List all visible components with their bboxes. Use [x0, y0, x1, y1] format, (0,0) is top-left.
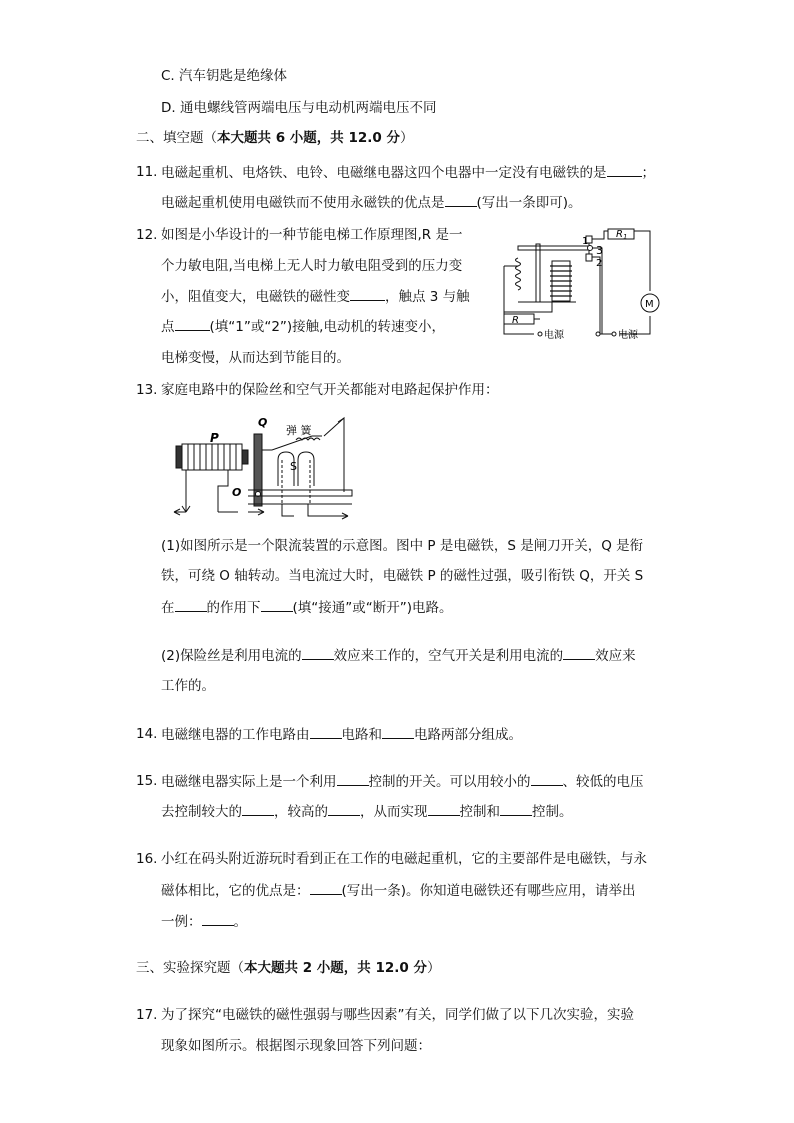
question-17-line-1: 为了探究“电磁铁的磁性强弱与哪些因素”有关，同学们做了以下几次实验，实验	[161, 1007, 634, 1023]
current-limiter-figure	[168, 412, 360, 520]
section-heading-experiment	[136, 958, 441, 978]
question-12-line-3	[161, 286, 470, 307]
section-heading-suffix: ）	[427, 960, 441, 976]
section-heading-fill-in	[136, 128, 414, 148]
question-11-line-1	[161, 162, 655, 183]
question-text: 控制的开关。可以用较小的	[368, 774, 531, 790]
question-text: (填“接通”或“断开”)电路。	[292, 600, 453, 616]
question-text: 。	[233, 914, 247, 930]
answer-blank[interactable]	[202, 911, 234, 926]
power-label: 电源	[618, 330, 638, 341]
answer-blank[interactable]	[607, 162, 642, 177]
question-11-line-2	[161, 192, 582, 213]
question-text: 电磁继电器实际上是一个利用	[161, 774, 337, 790]
question-13-part1-line-1: (1)如图所示是一个限流装置的示意图。图中 P 是电磁铁，S 是闸刀开关，Q 是衔	[161, 538, 644, 554]
answer-blank[interactable]	[328, 801, 360, 816]
contact-label: 1	[582, 236, 589, 247]
question-number: 15.	[136, 773, 158, 789]
question-text: (写出一条)。你知道电磁铁还有哪些应用，请举出	[341, 883, 636, 899]
motor-label: M	[645, 299, 654, 310]
question-number: 11.	[136, 164, 158, 180]
question-14-line-1	[161, 724, 522, 745]
switch-s-label: S	[290, 460, 297, 473]
question-text: ，从而实现	[360, 804, 428, 820]
answer-blank[interactable]	[175, 316, 210, 331]
question-number: 12.	[136, 227, 158, 243]
question-12-line-4	[161, 316, 445, 337]
question-text: 点	[161, 319, 175, 335]
question-text: 磁体相比，它的优点是：	[161, 883, 310, 899]
section-heading-prefix: 二、填空题（	[136, 130, 217, 146]
question-12-line-1: 如图是小华设计的一种节能电梯工作原理图,R 是一	[161, 227, 463, 243]
question-number: 13.	[136, 382, 158, 398]
option-c: C. 汽车钥匙是绝缘体	[161, 68, 288, 84]
spring-label: 弹 簧	[286, 424, 312, 437]
answer-blank[interactable]	[531, 771, 563, 786]
question-text: 电磁起重机使用电磁铁而不使用永磁铁的优点是	[161, 195, 445, 211]
resistor-r1-label: $R_1$	[616, 229, 628, 241]
electromagnet-p-label: P	[210, 431, 219, 445]
section-heading-detail: 本大题共 2 小题，共 12.0 分	[244, 960, 428, 976]
question-number: 17.	[136, 1007, 158, 1023]
section-heading-prefix: 三、实验探究题（	[136, 960, 244, 976]
question-text: 控制和	[459, 804, 500, 820]
answer-blank[interactable]	[428, 801, 460, 816]
question-13-part2-line-2: 工作的。	[161, 678, 215, 694]
question-12-line-5: 电梯变慢，从而达到节能目的。	[161, 350, 350, 366]
question-text: 电路两部分组成。	[414, 727, 522, 743]
question-16-line-1: 小红在码头附近游玩时看到正在工作的电磁起重机，它的主要部件是电磁铁，与永	[161, 851, 647, 867]
answer-blank[interactable]	[310, 724, 342, 739]
question-text: (填“1”或“2”)接触,电动机的转速变小，	[209, 319, 445, 335]
pivot-o-label: O	[232, 486, 242, 499]
section-heading-detail: 本大题共 6 小题，共 12.0 分	[217, 130, 401, 146]
question-16-line-2	[161, 880, 636, 901]
power-label: 电源	[544, 330, 564, 341]
question-text: (写出一条即可)。	[476, 195, 582, 211]
answer-blank[interactable]	[310, 880, 342, 895]
option-d: D. 通电螺线管两端电压与电动机两端电压不同	[161, 100, 437, 116]
answer-blank[interactable]	[242, 801, 274, 816]
question-text: (2)保险丝是利用电流的	[161, 648, 302, 664]
question-text: 效应来	[595, 648, 636, 664]
question-17-line-2: 现象如图所示。根据图示现象回答下列问题：	[161, 1038, 431, 1054]
question-13-part1-line-2: 铁，可绕 O 轴转动。当电流过大时，电磁铁 P 的磁性过强，吸引衔铁 Q，开关 S	[161, 568, 644, 584]
answer-blank[interactable]	[563, 645, 595, 660]
question-text: 的作用下	[206, 600, 261, 616]
answer-blank[interactable]	[337, 771, 369, 786]
answer-blank[interactable]	[175, 597, 207, 612]
question-12-line-2: 个力敏电阻,当电梯上无人时力敏电阻受到的压力变	[161, 258, 463, 274]
answer-blank[interactable]	[261, 597, 293, 612]
question-text: 电磁继电器的工作电路由	[161, 727, 310, 743]
armature-q-label: Q	[258, 416, 268, 429]
question-15-line-2	[161, 801, 573, 822]
question-text: 小，阻值变大，电磁铁的磁性变	[161, 289, 350, 305]
question-text: 电磁起重机、电烙铁、电铃、电磁继电器这四个电器中一定没有电磁铁的是	[161, 165, 607, 181]
question-text: 效应来工作的，空气开关是利用电流的	[333, 648, 564, 664]
question-text: ，较高的	[274, 804, 328, 820]
answer-blank[interactable]	[382, 724, 414, 739]
question-number: 16.	[136, 851, 158, 867]
question-text: 电路和	[341, 727, 382, 743]
question-text: 控制。	[532, 804, 573, 820]
resistor-r-label: R	[512, 315, 519, 326]
question-16-line-3	[161, 911, 247, 932]
question-15-line-1	[161, 771, 644, 792]
question-13-intro: 家庭电路中的保险丝和空气开关都能对电路起保护作用：	[161, 382, 499, 398]
question-text: 一例：	[161, 914, 202, 930]
answer-blank[interactable]	[445, 192, 477, 207]
question-13-part1-line-3	[161, 597, 453, 618]
question-number: 14.	[136, 726, 158, 742]
contact-label: 3	[596, 244, 603, 257]
question-13-part2-line-1	[161, 645, 636, 666]
question-text: ，触点 3 与触	[385, 289, 470, 305]
question-text: 在	[161, 600, 175, 616]
question-text: 去控制较大的	[161, 804, 242, 820]
section-heading-suffix: ）	[400, 130, 414, 146]
answer-blank[interactable]	[302, 645, 334, 660]
answer-blank[interactable]	[350, 286, 385, 301]
question-text: ；	[641, 165, 655, 181]
elevator-circuit-figure	[490, 226, 662, 348]
question-text: 、较低的电压	[562, 774, 644, 790]
contact-label: 2	[596, 258, 603, 269]
answer-blank[interactable]	[500, 801, 532, 816]
